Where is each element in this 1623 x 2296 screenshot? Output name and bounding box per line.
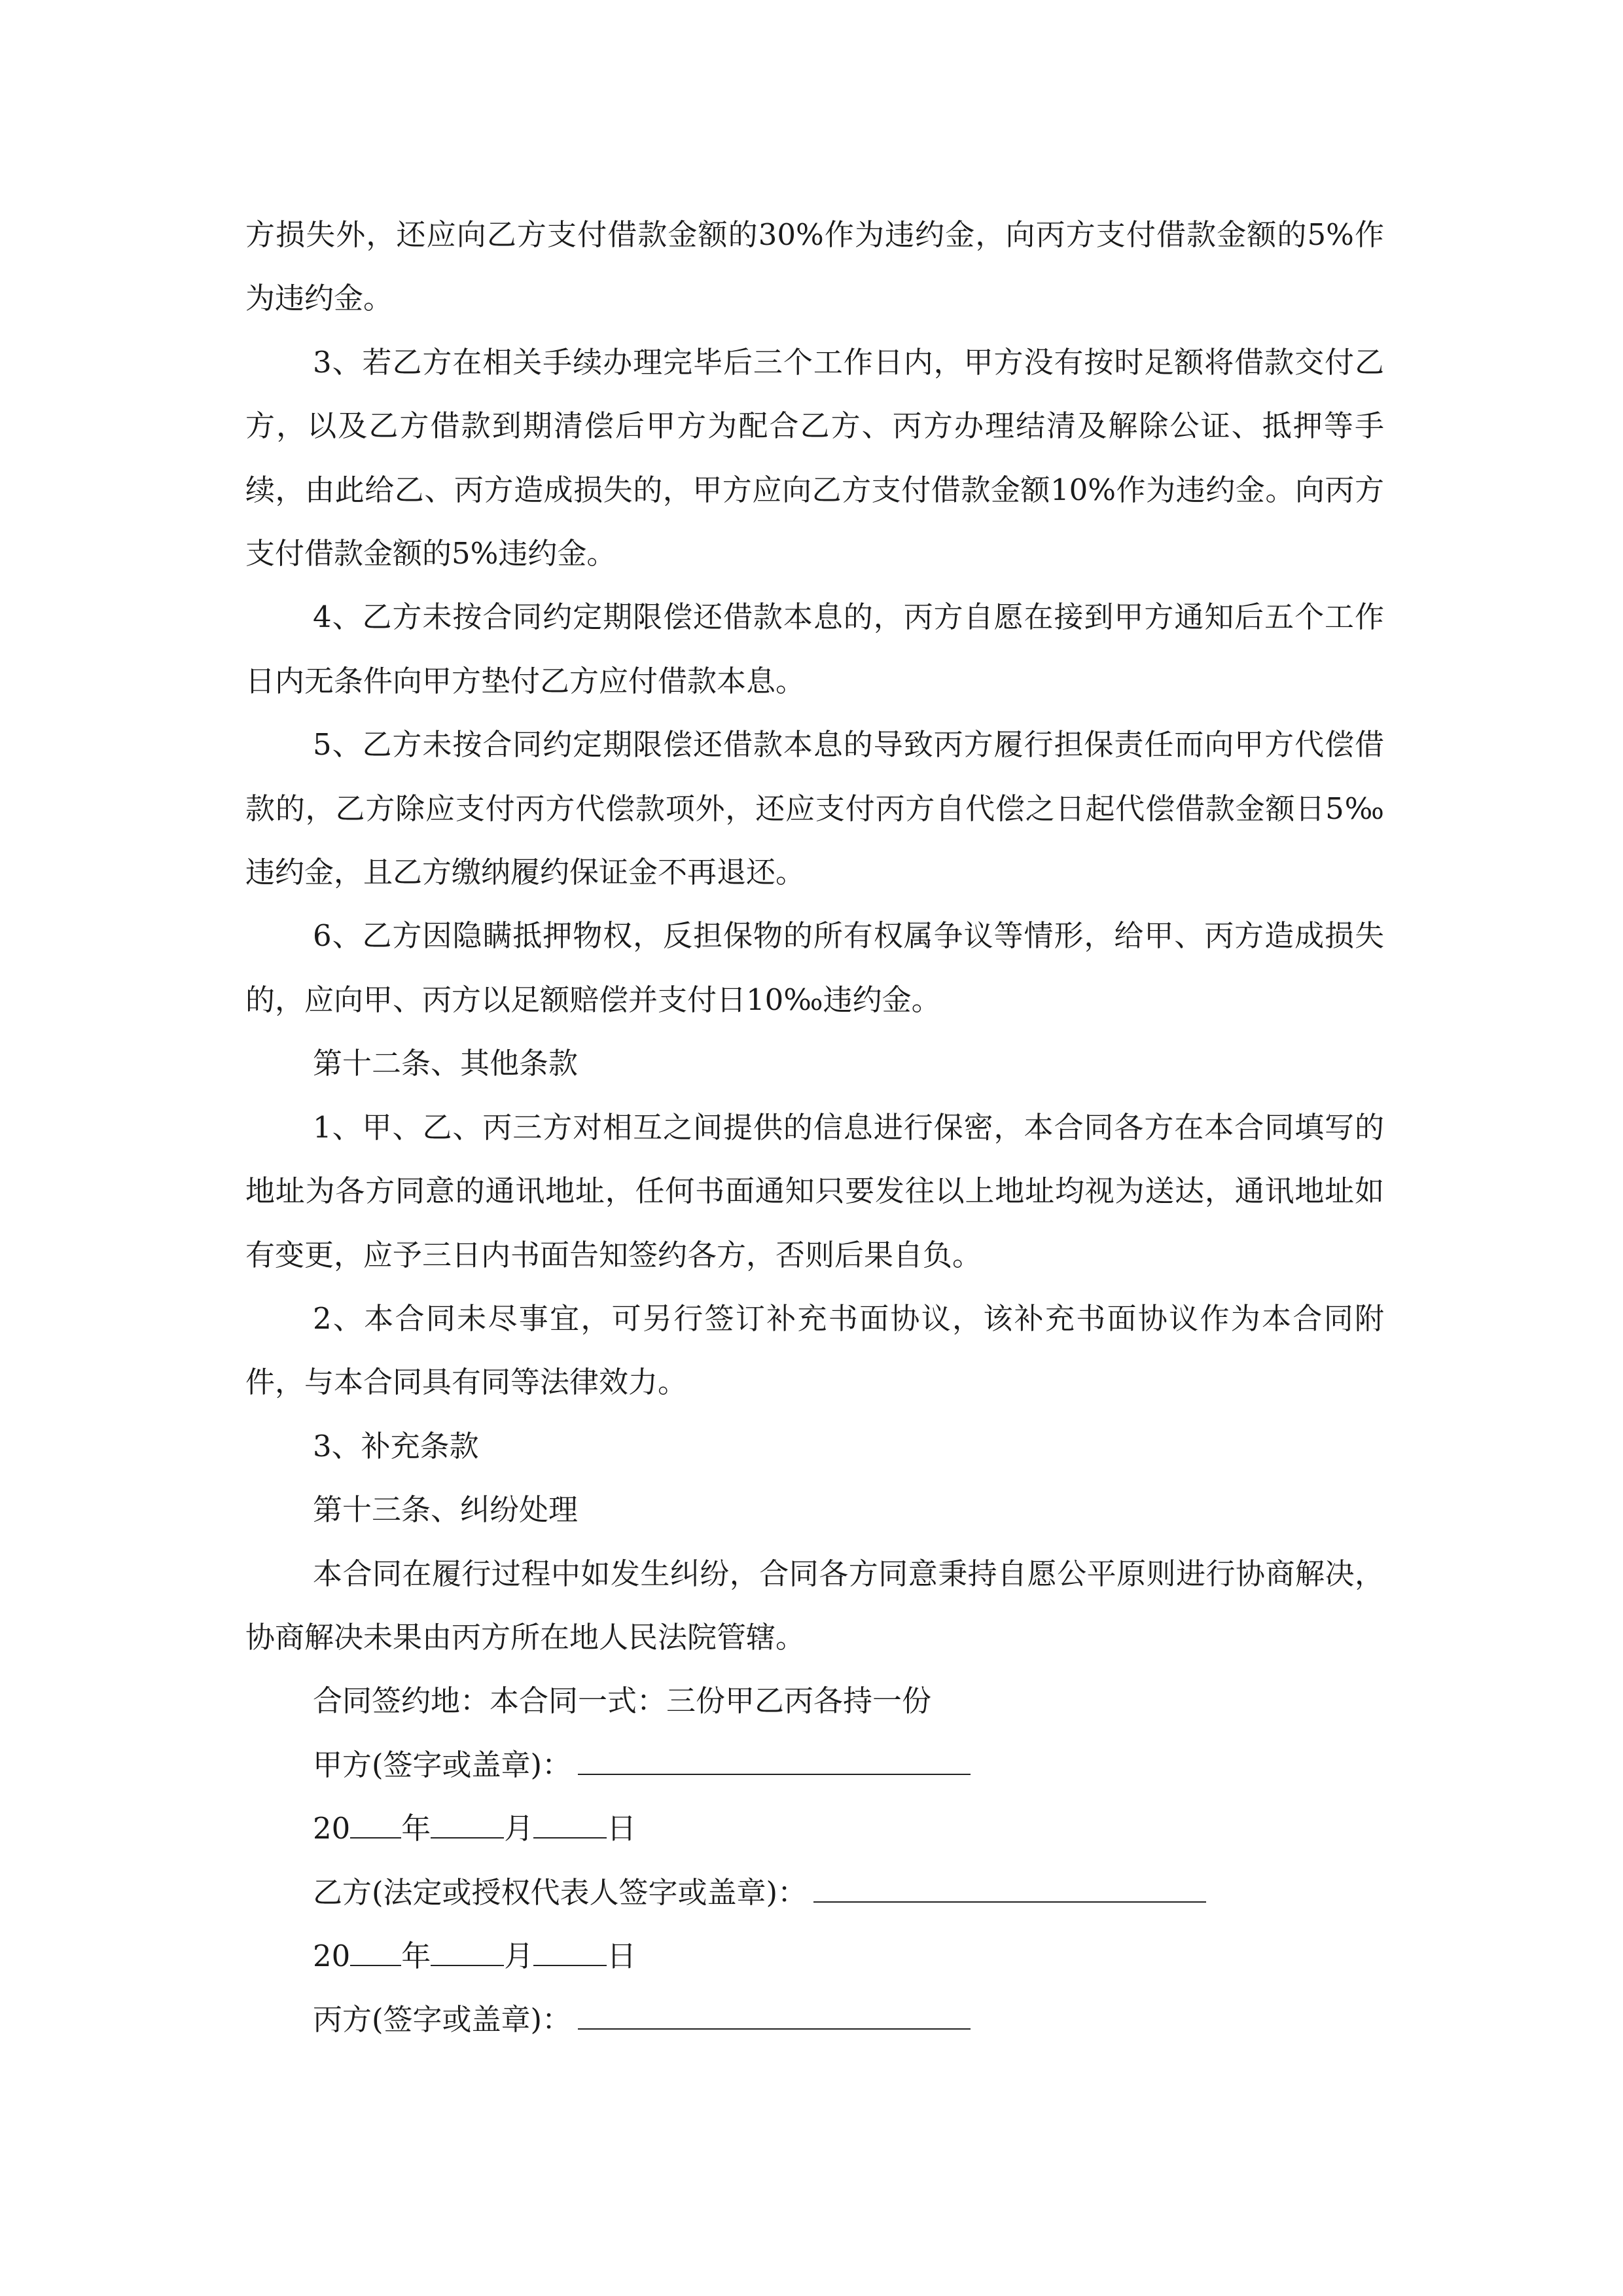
paragraph-clause-4: 4、乙方未按合同约定期限偿还借款本息的，丙方自愿在接到甲方通知后五个工作日内无条件向甲方垫付乙方应付借款本息。 <box>245 600 1384 698</box>
day-blank[interactable] <box>533 1936 607 1966</box>
document-body <box>245 203 1384 2052</box>
section-heading-article-13: 第十三条、纠纷处理 <box>313 1492 579 1528</box>
paragraph-clause-3: 3、若乙方在相关手续办理完毕后三个工作日内，甲方没有按时足额将借款交付乙方，以及乙方借款到期清偿后甲方为配合乙方、丙方办理结清及解除公证、抵押等手续，由此给乙、丙方造成损失的，甲方应向乙方支付借款金额10%作为违约金。向丙方支付借款金额的5%违约金。 <box>245 344 1384 571</box>
paragraph-article-12-item-3: 3、补充条款 <box>313 1428 479 1463</box>
party-a-label: 甲方(签字或盖章)： <box>313 1747 572 1782</box>
section-heading-article-12: 第十二条、其他条款 <box>313 1046 579 1081</box>
year-label: 年 <box>401 1811 431 1846</box>
paragraph-article-12-item-2: 2、本合同未尽事宜，可另行签订补充书面协议，该补充书面协议作为本合同附件，与本合同具有同等法律效力。 <box>245 1300 1384 1400</box>
month-label: 月 <box>504 1811 534 1846</box>
paragraph-signing-place: 合同签约地：本合同一式：三份甲乙丙各持一份 <box>313 1683 932 1719</box>
paragraph-article-12-item-1: 1、甲、乙、丙三方对相互之间提供的信息进行保密，本合同各方在本合同填写的地址为各方同意的通讯地址，任何书面通知只要发往以上地址均视为送达，通讯地址如有变更，应予三日内书面告知签约各方，否则后果自负。 <box>245 1109 1384 1272</box>
date-prefix: 20 <box>313 1811 351 1846</box>
day-label: 日 <box>607 1938 637 1973</box>
month-blank[interactable] <box>431 1936 504 1966</box>
party-b-date-line <box>245 1924 1384 1988</box>
party-c-label: 丙方(签字或盖章)： <box>313 2002 572 2037</box>
paragraph-clause-6: 6、乙方因隐瞒抵押物权，反担保物的所有权属争议等情形，给甲、丙方造成损失的，应向甲、丙方以足额赔偿并支付日10‰违约金。 <box>245 918 1384 1017</box>
year-blank[interactable] <box>350 1936 401 1966</box>
day-blank[interactable] <box>533 1808 607 1839</box>
date-prefix: 20 <box>313 1938 351 1973</box>
party-b-signature-blank[interactable] <box>813 1873 1206 1903</box>
day-label: 日 <box>607 1811 637 1846</box>
party-a-signature-line <box>245 1733 1384 1797</box>
party-b-signature-line <box>245 1861 1384 1924</box>
paragraph-dispute-resolution: 本合同在履行过程中如发生纠纷，合同各方同意秉持自愿公平原则进行协商解决，协商解决未果由丙方所在地人民法院管辖。 <box>245 1556 1384 1655</box>
paragraph-penalty-continuation: 方损失外，还应向乙方支付借款金额的30%作为违约金，向丙方支付借款金额的5%作为违约金。 <box>245 217 1384 316</box>
month-blank[interactable] <box>431 1808 504 1839</box>
party-a-date-line <box>245 1797 1384 1860</box>
party-c-signature-line <box>245 1988 1384 2051</box>
party-c-signature-blank[interactable] <box>578 2000 971 2030</box>
party-a-signature-blank[interactable] <box>578 1745 971 1775</box>
paragraph-clause-5: 5、乙方未按合同约定期限偿还借款本息的导致丙方履行担保责任而向甲方代偿借款的，乙方除应支付丙方代偿款项外，还应支付丙方自代偿之日起代偿借款金额日5‰违约金，且乙方缴纳履约保证金不再退还。 <box>245 727 1384 890</box>
year-label: 年 <box>401 1938 431 1973</box>
party-b-label: 乙方(法定或授权代表人签字或盖章)： <box>313 1874 808 1910</box>
year-blank[interactable] <box>350 1808 401 1839</box>
month-label: 月 <box>504 1938 534 1973</box>
